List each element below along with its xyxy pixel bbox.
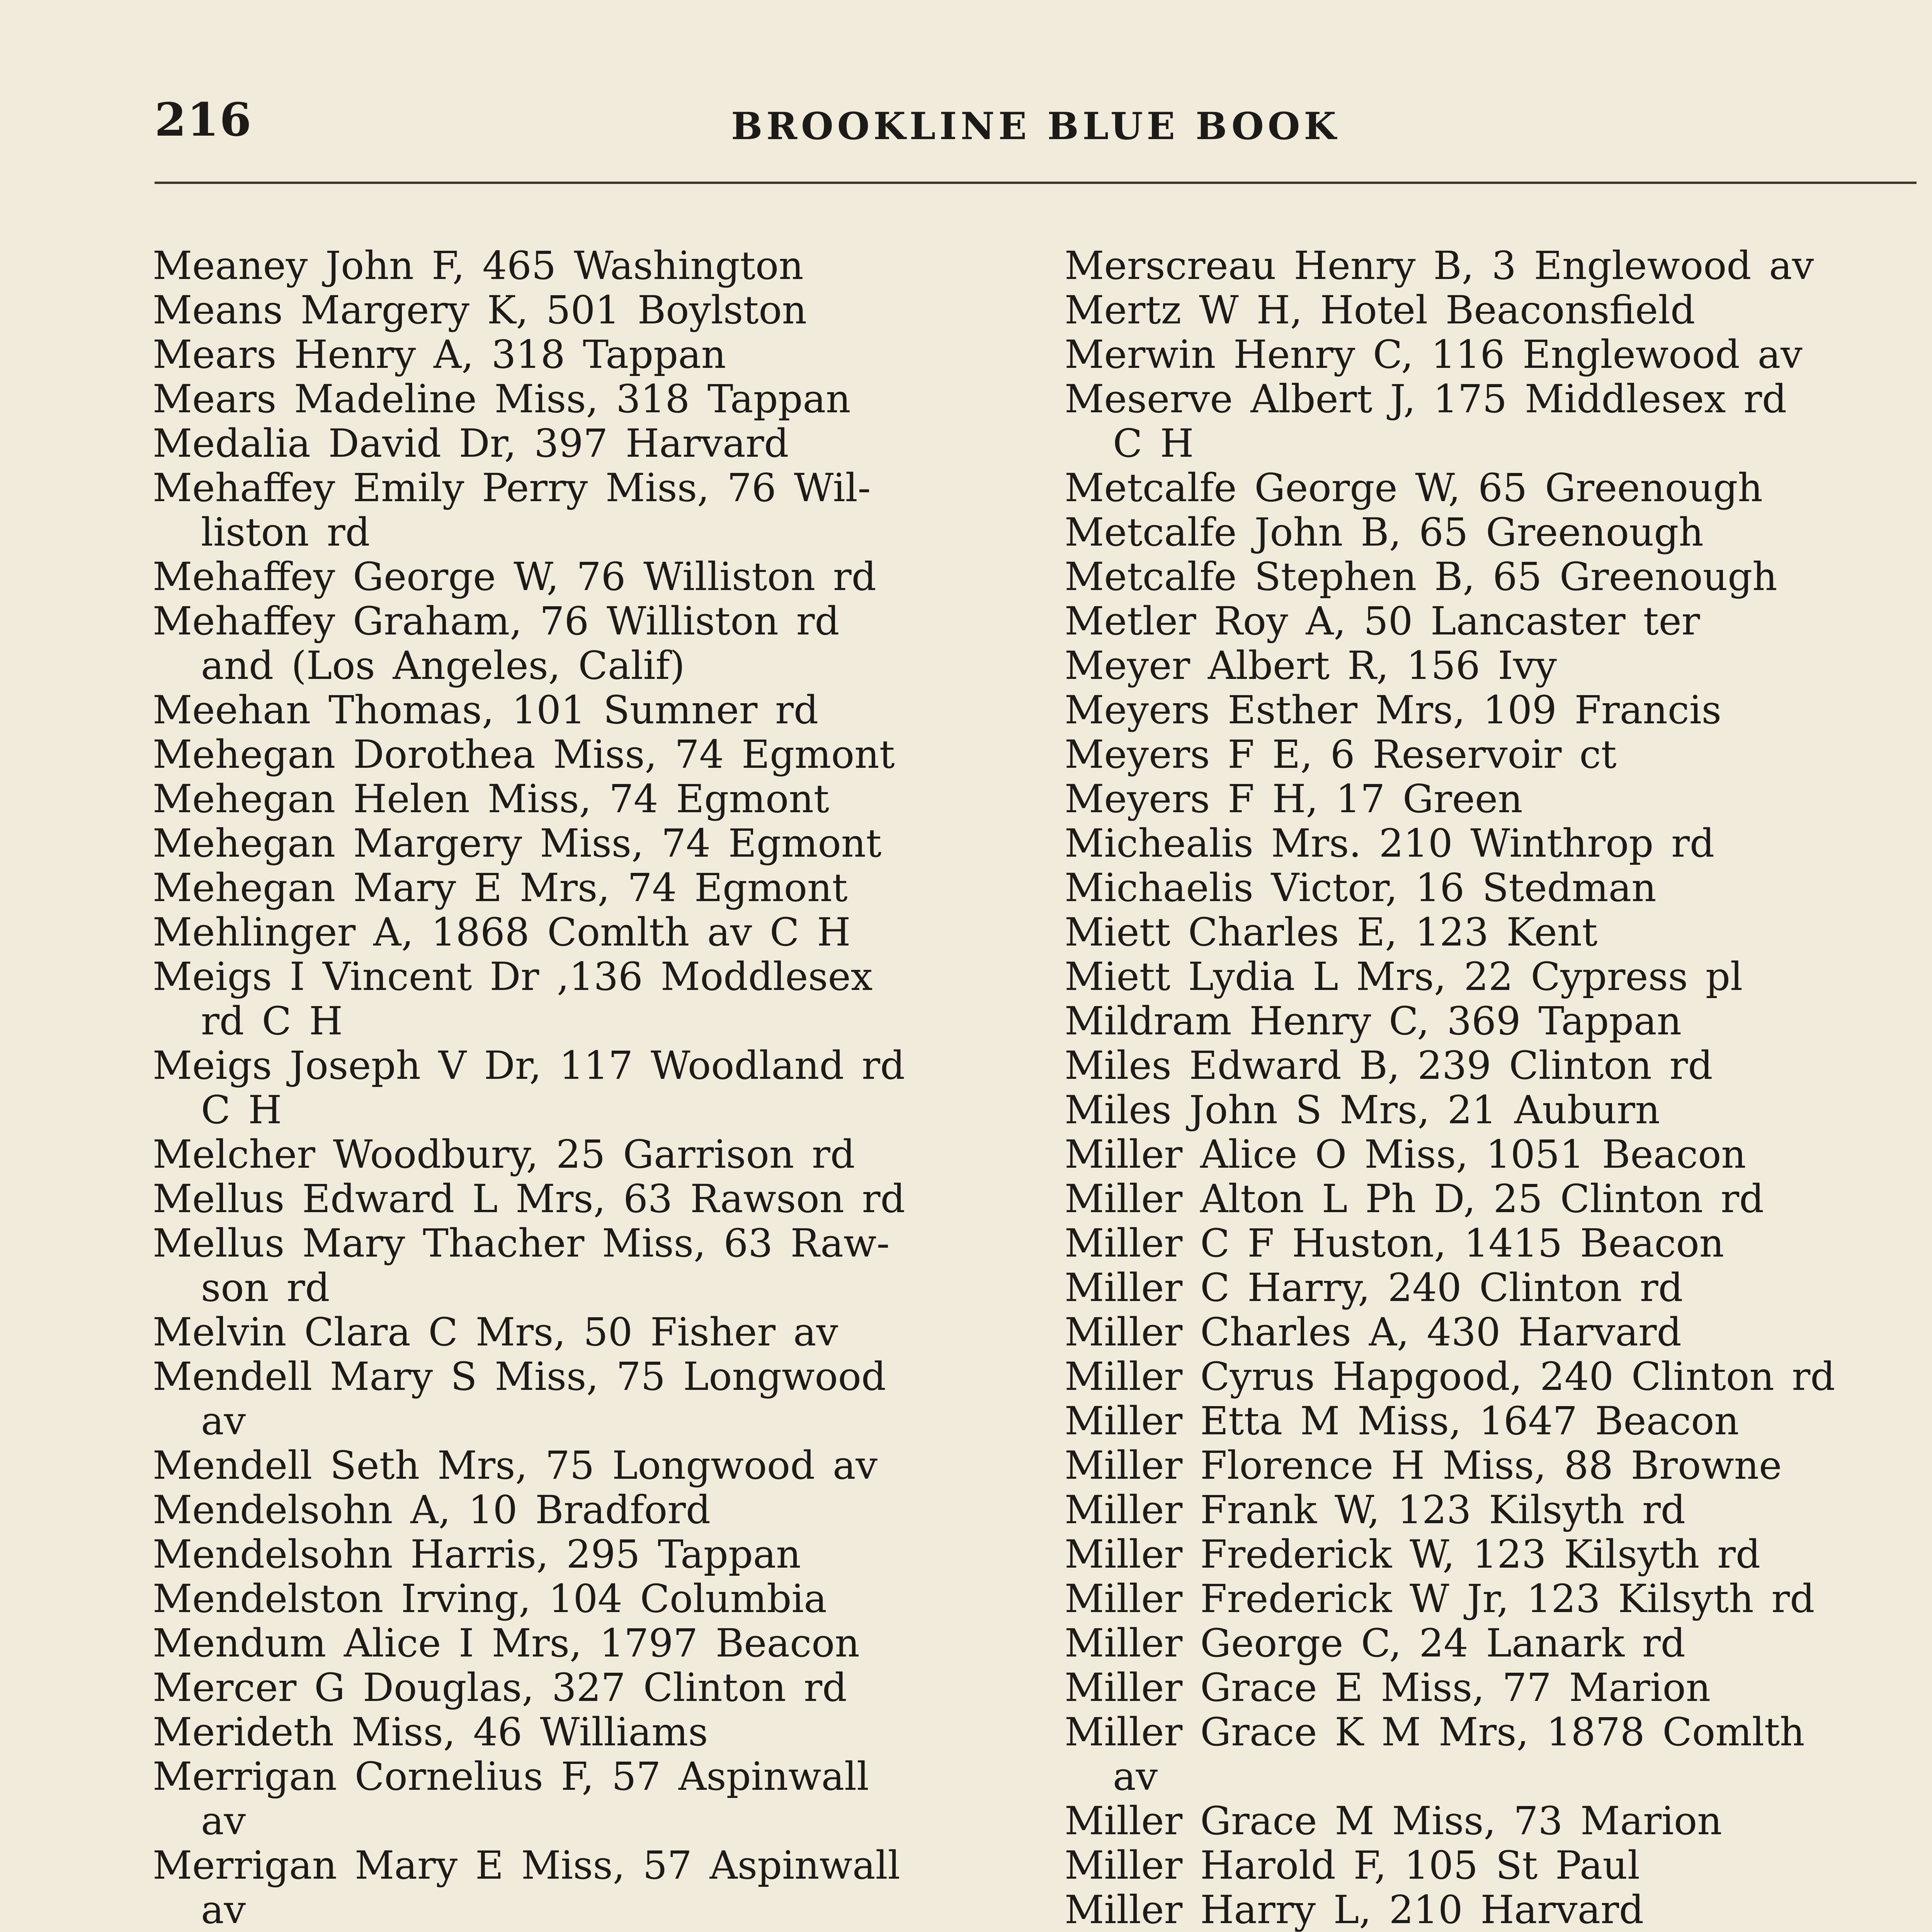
- directory-entry: Merrigan Cornelius F, 57 Aspinwall: [153, 1754, 869, 1799]
- directory-entry: Merwin Henry C, 116 Englewood av: [1065, 332, 1803, 377]
- directory-entry: Meigs Joseph V Dr, 117 Woodland rd: [153, 1043, 905, 1088]
- directory-entry: Mellus Edward L Mrs, 63 Rawson rd: [153, 1177, 905, 1221]
- directory-entry: Miller Etta M Miss, 1647 Beacon: [1065, 1399, 1739, 1443]
- directory-entry: Meyers F H, 17 Green: [1065, 777, 1523, 821]
- directory-entry: Merideth Miss, 46 Williams: [153, 1710, 708, 1754]
- directory-entry: Mears Henry A, 318 Tappan: [153, 332, 726, 377]
- directory-entry: Meyers F E, 6 Reservoir ct: [1065, 732, 1617, 777]
- page-number: 216: [155, 93, 252, 146]
- directory-entry: Meyer Albert R, 156 Ivy: [1065, 643, 1557, 688]
- directory-entry: Mendelsohn Harris, 295 Tappan: [153, 1532, 801, 1577]
- directory-entry-continuation: son rd: [201, 1265, 330, 1310]
- directory-entry: Meserve Albert J, 175 Middlesex rd: [1065, 377, 1787, 421]
- directory-entry: Mehegan Mary E Mrs, 74 Egmont: [153, 866, 848, 910]
- left-column: [153, 243, 995, 1932]
- directory-entry: Meigs I Vincent Dr ,136 Moddlesex: [153, 954, 873, 999]
- page-header: [155, 93, 1917, 170]
- directory-entry-continuation: rd C H: [201, 999, 343, 1043]
- directory-entry: Mendelsohn A, 10 Bradford: [153, 1488, 711, 1532]
- directory-entry: Miller Harold F, 105 St Paul: [1065, 1843, 1640, 1888]
- directory-entry-continuation: av: [201, 1799, 246, 1843]
- directory-entry: Mehaffey Emily Perry Miss, 76 Wil-: [153, 466, 871, 510]
- directory-entry: Miett Charles E, 123 Kent: [1065, 910, 1598, 954]
- directory-entry-continuation: liston rd: [201, 510, 370, 554]
- directory-entry-continuation: av: [1113, 1754, 1158, 1799]
- directory-entry: Medalia David Dr, 397 Harvard: [153, 421, 789, 466]
- directory-entry: Melcher Woodbury, 25 Garrison rd: [153, 1132, 855, 1177]
- directory-entry: Mehegan Helen Miss, 74 Egmont: [153, 777, 829, 821]
- running-title: BROOKLINE BLUE BOOK: [731, 104, 1340, 148]
- directory-entry: Mendum Alice I Mrs, 1797 Beacon: [153, 1621, 860, 1665]
- directory-entry: Mears Madeline Miss, 318 Tappan: [153, 377, 851, 421]
- directory-entry: Mehlinger A, 1868 Comlth av C H: [153, 910, 851, 954]
- directory-entry: Miles John S Mrs, 21 Auburn: [1065, 1088, 1660, 1132]
- directory-entry: Miller C F Huston, 1415 Beacon: [1065, 1221, 1725, 1265]
- directory-entry: Means Margery K, 501 Boylston: [153, 288, 807, 332]
- directory-entry: Metcalfe George W, 65 Greenough: [1065, 466, 1763, 510]
- directory-entry: Mehegan Dorothea Miss, 74 Egmont: [153, 732, 895, 777]
- directory-entry: Miller Alice O Miss, 1051 Beacon: [1065, 1132, 1746, 1177]
- directory-entry: Mehaffey George W, 76 Williston rd: [153, 554, 876, 599]
- directory-entry: Merscreau Henry B, 3 Englewood av: [1065, 243, 1814, 288]
- directory-entry: Miller Harry L, 210 Harvard: [1065, 1888, 1644, 1932]
- directory-entry: Michaelis Victor, 16 Stedman: [1065, 866, 1656, 910]
- directory-entry: Mehaffey Graham, 76 Williston rd: [153, 599, 840, 643]
- directory-entry: Miller Alton L Ph D, 25 Clinton rd: [1065, 1177, 1764, 1221]
- directory-entry: Miller Florence H Miss, 88 Browne: [1065, 1443, 1782, 1488]
- directory-entry: Miles Edward B, 239 Clinton rd: [1065, 1043, 1713, 1088]
- directory-entry: Meaney John F, 465 Washington: [153, 243, 804, 288]
- directory-entry: Melvin Clara C Mrs, 50 Fisher av: [153, 1310, 838, 1354]
- directory-entry: Miller Frank W, 123 Kilsyth rd: [1065, 1488, 1685, 1532]
- directory-entry: Mehegan Margery Miss, 74 Egmont: [153, 821, 882, 866]
- directory-entry: Metcalfe Stephen B, 65 Greenough: [1065, 554, 1777, 599]
- directory-entry: Miller Frederick W, 123 Kilsyth rd: [1065, 1532, 1761, 1577]
- directory-entry: Miett Lydia L Mrs, 22 Cypress pl: [1065, 954, 1743, 999]
- directory-entry: Mildram Henry C, 369 Tappan: [1065, 999, 1682, 1043]
- directory-entry: Miller Grace E Miss, 77 Marion: [1065, 1665, 1711, 1710]
- directory-entry: Miller Grace K M Mrs, 1878 Comlth: [1065, 1710, 1805, 1754]
- directory-entry-continuation: C H: [1113, 421, 1194, 466]
- directory-entry: Mendelston Irving, 104 Columbia: [153, 1577, 827, 1621]
- directory-entry: Miller Frederick W Jr, 123 Kilsyth rd: [1065, 1577, 1815, 1621]
- directory-entry: Metler Roy A, 50 Lancaster ter: [1065, 599, 1700, 643]
- directory-entry: Metcalfe John B, 65 Greenough: [1065, 510, 1704, 554]
- directory-entry: Michealis Mrs. 210 Winthrop rd: [1065, 821, 1715, 866]
- right-column: [1065, 243, 1907, 1932]
- directory-entry: Mendell Seth Mrs, 75 Longwood av: [153, 1443, 878, 1488]
- directory-entry: Mercer G Douglas, 327 Clinton rd: [153, 1665, 847, 1710]
- header-rule: [155, 182, 1917, 184]
- directory-entry: Miller Grace M Miss, 73 Marion: [1065, 1799, 1722, 1843]
- directory-entry: Miller George C, 24 Lanark rd: [1065, 1621, 1685, 1665]
- directory-entry: Mendell Mary S Miss, 75 Longwood: [153, 1354, 886, 1399]
- directory-entry-continuation: C H: [201, 1088, 282, 1132]
- directory-entry-continuation: av: [201, 1399, 246, 1443]
- directory-entry: Mellus Mary Thacher Miss, 63 Raw-: [153, 1221, 890, 1265]
- directory-columns: [153, 243, 1918, 1932]
- directory-entry: Miller Cyrus Hapgood, 240 Clinton rd: [1065, 1354, 1835, 1399]
- directory-entry-continuation: and (Los Angeles, Calif): [201, 643, 685, 688]
- directory-entry: Miller C Harry, 240 Clinton rd: [1065, 1265, 1683, 1310]
- directory-entry: Mertz W H, Hotel Beaconsfield: [1065, 288, 1696, 332]
- directory-entry: Meyers Esther Mrs, 109 Francis: [1065, 688, 1722, 732]
- directory-entry: Merrigan Mary E Miss, 57 Aspinwall: [153, 1843, 900, 1888]
- directory-entry-continuation: av: [201, 1888, 246, 1932]
- directory-entry: Miller Charles A, 430 Harvard: [1065, 1310, 1682, 1354]
- directory-entry: Meehan Thomas, 101 Sumner rd: [153, 688, 818, 732]
